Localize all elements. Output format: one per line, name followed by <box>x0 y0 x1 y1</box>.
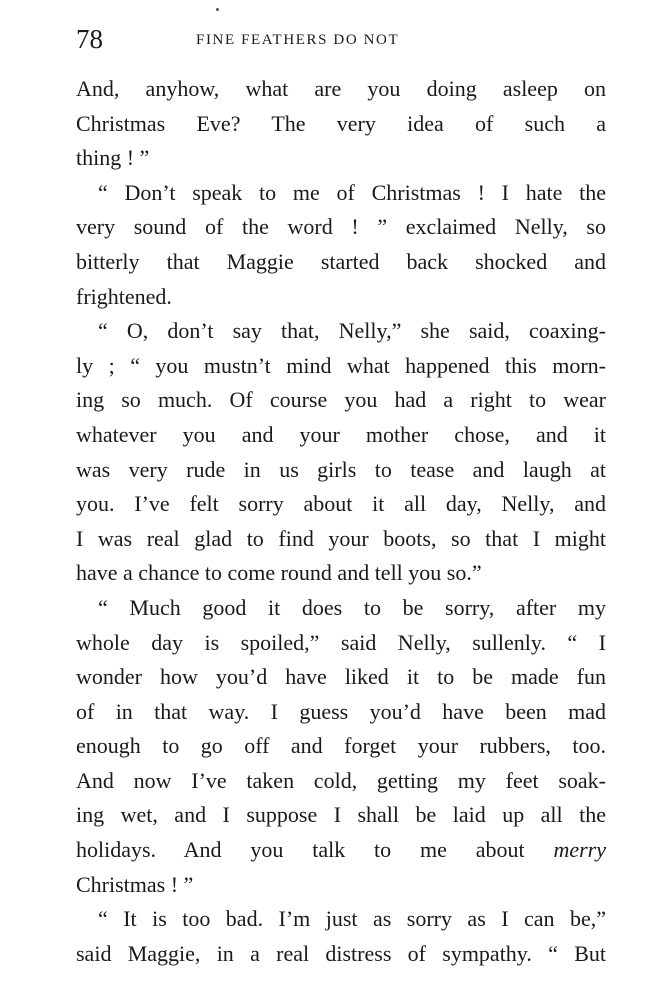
text-line: of in that way. I guess you’d have been mad <box>76 698 606 724</box>
text-line: “ It is too bad. I’m just as sorry as I can be,” <box>98 906 606 932</box>
text-line: And now I’ve taken cold, getting my feet soak- <box>76 767 606 793</box>
running-head: FINE FEATHERS DO NOT <box>196 32 400 48</box>
text-line: “ Don’t speak to me of Christmas ! I hate the <box>98 179 606 205</box>
text-line: I was real glad to find your boots, so that I might <box>76 525 606 551</box>
text-line: thing ! ” <box>76 145 150 171</box>
italic-word: merry <box>553 837 606 863</box>
text-line: holidays. And you talk to me about merry <box>76 837 606 863</box>
text-line: ing wet, and I suppose I shall be laid up all the <box>76 802 606 828</box>
text-line: “ Much good it does to be sorry, after my <box>98 594 606 620</box>
text-line: ing so much. Of course you had a right to wear <box>76 387 606 413</box>
text-line: “ O, don’t say that, Nelly,” she said, coaxing- <box>98 318 606 344</box>
text-line: Christmas ! ” <box>76 871 194 897</box>
print-speck <box>216 8 219 11</box>
text-line: wonder how you’d have liked it to be made fun <box>76 664 606 690</box>
text-line: you. I’ve felt sorry about it all day, Nelly, and <box>76 491 606 517</box>
text-line: Christmas Eve? The very idea of such a <box>76 110 606 136</box>
text-line: was very rude in us girls to tease and laugh at <box>76 456 606 482</box>
body-text <box>76 72 606 971</box>
text-line: whatever you and your mother chose, and it <box>76 421 606 447</box>
page-header <box>76 22 606 56</box>
text-line: said Maggie, in a real distress of sympathy. “ But <box>76 940 606 966</box>
text-line: have a chance to come round and tell you so.” <box>76 560 482 586</box>
text-line: frightened. <box>76 283 172 309</box>
text-line: And, anyhow, what are you doing asleep on <box>76 76 606 101</box>
text-line: very sound of the word ! ” exclaimed Nelly, so <box>76 214 606 240</box>
text-line: enough to go off and forget your rubbers, too. <box>76 733 606 759</box>
page-number: 78 <box>76 24 103 54</box>
text-line: ly ; “ you mustn’t mind what happened this morn- <box>76 352 606 378</box>
text-line: bitterly that Maggie started back shocked and <box>76 248 606 274</box>
text-line: whole day is spoiled,” said Nelly, sullenly. “ I <box>76 629 606 655</box>
